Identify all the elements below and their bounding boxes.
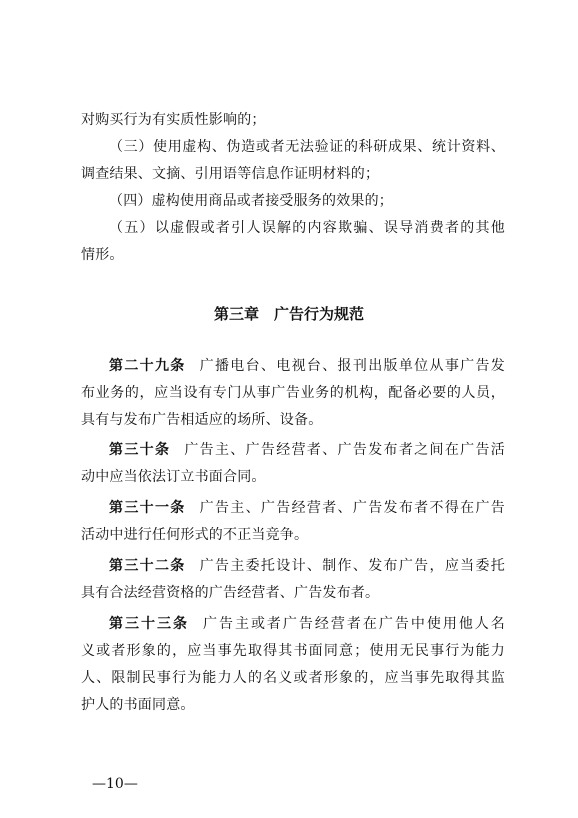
article-number: 第三十二条 [109,558,186,574]
article-29-line-3: 具有与发布广告相适应的场所、设备。 [81,412,323,428]
article-number: 第三十三条 [109,616,189,632]
article-33-line-4: 护人的书面同意。 [81,697,195,713]
article-number: 第三十条 [109,442,171,458]
article-29 [109,357,505,375]
article-text: 广告主、广告经营者、广告发布者之间在广告活 [184,442,505,458]
list-item-5-continued: 情形。 [81,247,124,263]
article-33-line-3: 人、限制民事行为能力人的名义或者形象的，应当事先取得其监 [81,670,505,686]
list-item-5: （五）以虚假或者引人误解的内容欺骗、误导消费者的其他 [109,220,505,236]
article-33 [109,615,505,633]
article-text: 广告主或者广告经营者在广告中使用他人名 [202,616,506,632]
page-number: —10— [92,776,138,792]
article-number: 第三十一条 [109,500,186,516]
article-30 [109,441,505,459]
list-item-4: （四）虚构使用商品或者接受服务的效果的； [109,193,393,209]
article-31 [109,499,505,517]
list-item-3: （三）使用虚构、伪造或者无法验证的科研成果、统计资料、 [109,139,505,155]
article-32-line-2: 具有合法经营资格的广告经营者、广告发布者。 [81,585,380,601]
article-text: 广告主委托设计、制作、发布广告，应当委托 [199,558,505,574]
article-number: 第二十九条 [109,358,186,374]
article-text: 广播电台、电视台、报刊出版单位从事广告发 [199,358,505,374]
article-31-line-2: 活动中进行任何形式的不正当竞争。 [81,527,309,543]
article-29-line-2: 布业务的，应当设有专门从事广告业务的机构，配备必要的人员， [81,385,505,401]
list-item-3-continued: 调查结果、文摘、引用语等信息作证明材料的； [81,166,380,182]
article-30-line-2: 动中应当依法订立书面合同。 [81,469,266,485]
text-line: 对购买行为有实质性影响的； [81,112,266,128]
chapter-title: 第三章 广告行为规范 [213,305,364,323]
article-33-line-2: 义或者形象的，应当事先取得其书面同意；使用无民事行为能力 [81,643,505,659]
article-32 [109,557,505,575]
article-text: 广告主、广告经营者、广告发布者不得在广告 [199,500,505,516]
